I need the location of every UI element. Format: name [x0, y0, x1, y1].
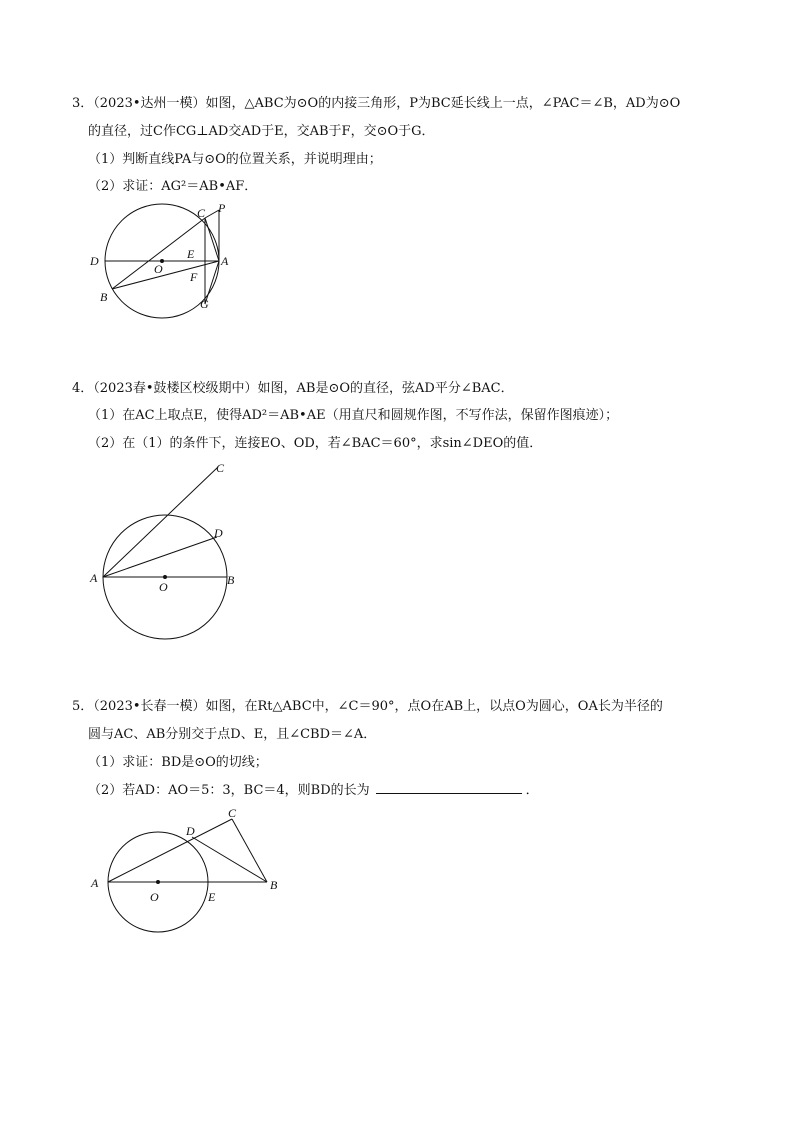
label-o: O [159, 580, 168, 594]
label-a: A [91, 876, 99, 890]
segment-db [192, 837, 267, 882]
chord-ad [103, 537, 217, 577]
problem-3-figure [80, 200, 250, 324]
problem-3-part-1: （1）判断直线PA与⊙O的位置关系，并说明理由； [88, 152, 382, 167]
label-o: O [154, 262, 163, 276]
label-b: B [270, 878, 278, 892]
label-d: D [214, 526, 223, 540]
label-d: D [186, 824, 195, 838]
problem-5-part-2-text: （2）若AD：AO＝5：3，BC＝4，则BD的长为 [88, 783, 370, 798]
problem-4-part-2: （2）在（1）的条件下，连接EO、OD，若∠BAC＝60°，求sin∠DEO的值． [88, 436, 543, 451]
problem-5-part-1: （1）求证：BD是⊙O的切线； [88, 755, 268, 770]
ray-ac [103, 467, 218, 577]
label-e: E [208, 890, 216, 904]
problem-3-line-2: 的直径，过C作CG⊥AD交AD于E，交AB于F，交⊙O于G． [88, 124, 435, 139]
problem-4-figure [80, 455, 250, 649]
segment-cb [232, 819, 267, 882]
segment-ca [205, 218, 219, 261]
problem-5-part-2 [88, 781, 539, 800]
problem-5-line-2: 圆与AC、AB分别交于点D、E，且∠CBD＝∠A． [88, 727, 377, 742]
label-p: P [218, 201, 226, 215]
problem-3-line-1: 3．（2023•达州一模）如图，△ABC为⊙O的内接三角形，P为BC延长线上一点，∠PAC＝∠B，AD为⊙O [72, 96, 681, 111]
center-dot [163, 575, 167, 579]
problem-4-line-1: 4．（2023春•鼓楼区校级期中）如图，AB是⊙O的直径，弦AD平分∠BAC． [72, 381, 514, 396]
label-a: A [90, 571, 98, 585]
answer-blank[interactable] [376, 781, 522, 794]
label-f: F [190, 270, 198, 284]
problem-5-line-1: 5．（2023•长春一模）如图，在Rt△ABC中，∠C＝90°，点O在AB上，以点O为圆心，OA长为半径的 [72, 699, 663, 714]
segment-ac [108, 819, 232, 882]
label-b: B [227, 573, 235, 587]
problem-4-part-1: （1）在AC上取点E，使得AD²＝AB•AE（用直尺和圆规作图，不写作法，保留作图痕迹）； [88, 408, 619, 423]
label-g: G [200, 297, 209, 311]
segment-cp [205, 210, 219, 218]
label-c: C [216, 461, 225, 475]
label-a: A [221, 254, 229, 268]
problem-5-figure [80, 800, 290, 914]
problem-5-part-2-end: ． [525, 783, 539, 798]
label-o: O [150, 890, 159, 904]
label-b: B [100, 290, 108, 304]
label-c: C [197, 206, 206, 220]
segment-ba [112, 261, 219, 289]
label-d: D [90, 254, 99, 268]
label-c: C [228, 806, 237, 820]
problem-3-part-2: （2）求证：AG²＝AB•AF． [88, 179, 258, 194]
center-dot [156, 880, 160, 884]
label-e: E [187, 247, 195, 261]
